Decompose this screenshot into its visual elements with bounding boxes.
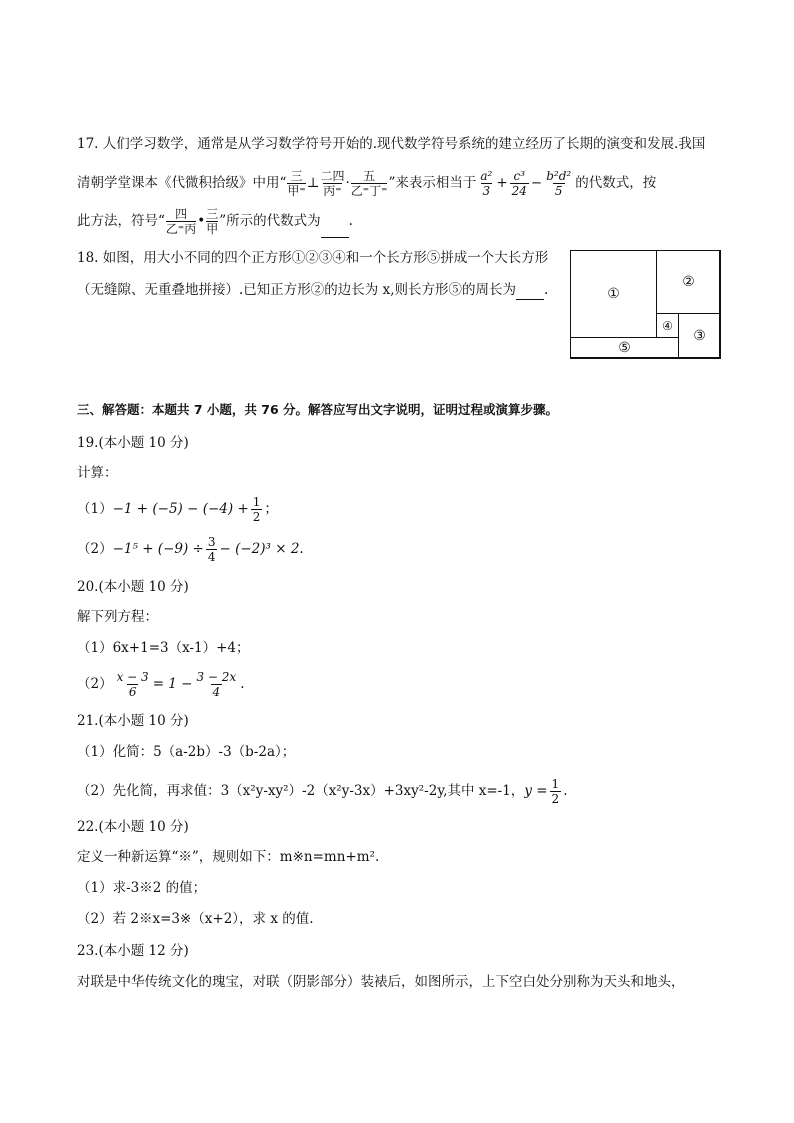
q17-dot: • [197,213,206,229]
q23-line1: 对联是中华传统文化的瑰宝，对联（阴影部分）装裱后，如图所示，上下空白处分别称为天头和地头， [77,974,685,990]
q20-part1: （1）6x+1=3（x-1）+4； [77,640,250,656]
q19-part1: （1）−1 + (−5) − (−4) + $\frac{1}{2}$ ； [77,495,278,524]
q18-figure [570,250,720,358]
q18-line2: （无缝隙、无重叠地拼接）.已知正方形②的边长为 x,则长方形⑤的周长为 . [77,282,549,298]
q17-text-2a: 清朝学堂课本《代微积拾级》中用“ [77,175,287,191]
q17-text-1: 17. 人们学习数学，通常是从学习数学符号开始的.现代数学符号系统的建立经历了长期的演变和发展.我国 [77,136,706,152]
q20-frac-2: $\frac{3 - 2x}{4}$ [196,670,237,699]
q22-part1: （1）求-3※2 的值； [77,880,207,896]
q22-part2: （2）若 2※x=3※（x+2），求 x 的值. [77,911,314,927]
q17-text-3b: ”所示的代数式为 [219,213,321,229]
q21-frac: $\frac{1}{2}$ [551,777,560,806]
q17-op-1: ⊥ [306,175,320,191]
q19-title: 19.(本小题 10 分) [77,435,189,451]
q17-frac-1: $\frac{\text{a²}}{3}$ [480,169,493,198]
q17-symbol-1: 三 甲⁼ [287,169,306,198]
q20-intro: 解下列方程： [77,609,158,625]
q20-frac-1: $\frac{x - 3}{6}$ [116,670,149,699]
q17-symbol-3: 五 乙⁼丁⁼ [350,169,388,198]
q19-intro: 计算： [77,465,118,481]
square-4: ④ [656,313,679,338]
q17-op-2: · [345,175,350,191]
rectangle-5: ⑤ [570,337,679,359]
q17-frac-2: $\frac{\text{c³}}{24}$ [511,169,527,198]
q18-answer-blank[interactable] [516,285,544,300]
q17-text-2c: 的代数式，按 [575,175,657,191]
q17-line3: 此方法，符号“ 四 乙⁼丙 • 三 甲 ”所示的代数式为 . [77,207,353,236]
q22-intro: 定义一种新运算“※”，规则如下：m※n=mn+m². [77,849,380,865]
q17-minus: − [530,175,543,191]
q18-line1: 18. 如图，用大小不同的四个正方形①②③④和一个长方形⑤拼成一个大长方形 [77,250,549,266]
q17-line2 [77,166,656,200]
q19-part2: （2）−1⁵ + (−9) ÷ $\frac{3}{4}$ − (−2)³ × 2. [77,535,304,564]
q17-text-2b: ”来表示相当于 [388,175,477,191]
q17-line1 [77,134,705,154]
q17-plus: + [496,175,508,191]
q17-symbol-5: 三 甲 [206,207,219,236]
q21-part1: （1）化简：5（a-2b）-3（b-2a）； [77,744,296,760]
q21-title: 21.(本小题 10 分) [77,713,189,729]
q19-p1-frac: $\frac{1}{2}$ [252,495,261,524]
q17-answer-blank[interactable] [321,223,349,238]
q21-part2: （2）先化简，再求值：3（x²y-xy²）-2（x²y-3x）+3xy²-2y,其中 x=-1，y = $\frac{1}{2}$ . [77,777,568,806]
q19-p2-frac: $\frac{3}{4}$ [207,535,216,564]
section-3-heading: 三、解答题：本题共 7 小题，共 76 分。解答应写出文字说明，证明过程或演算步骤。 [77,402,559,417]
q17-frac-3: $\frac{\text{b²d²}}{5}$ [546,169,572,198]
q20-title: 20.(本小题 10 分) [77,579,189,595]
q17-text-3a: 此方法，符号“ [77,213,165,229]
q20-part2: （2） $\frac{x - 3}{6}$ = 1 − $\frac{3 - 2x}{4}$ . [77,670,245,699]
q17-symbol-4: 四 乙⁼丙 [165,207,197,236]
square-2: ② [656,250,721,314]
q22-title: 22.(本小题 10 分) [77,819,189,835]
square-3: ③ [678,313,721,359]
q23-title: 23.(本小题 12 分) [77,943,189,959]
q17-symbol-2: 二四 丙⁼ [320,169,345,198]
square-1: ① [570,250,657,338]
